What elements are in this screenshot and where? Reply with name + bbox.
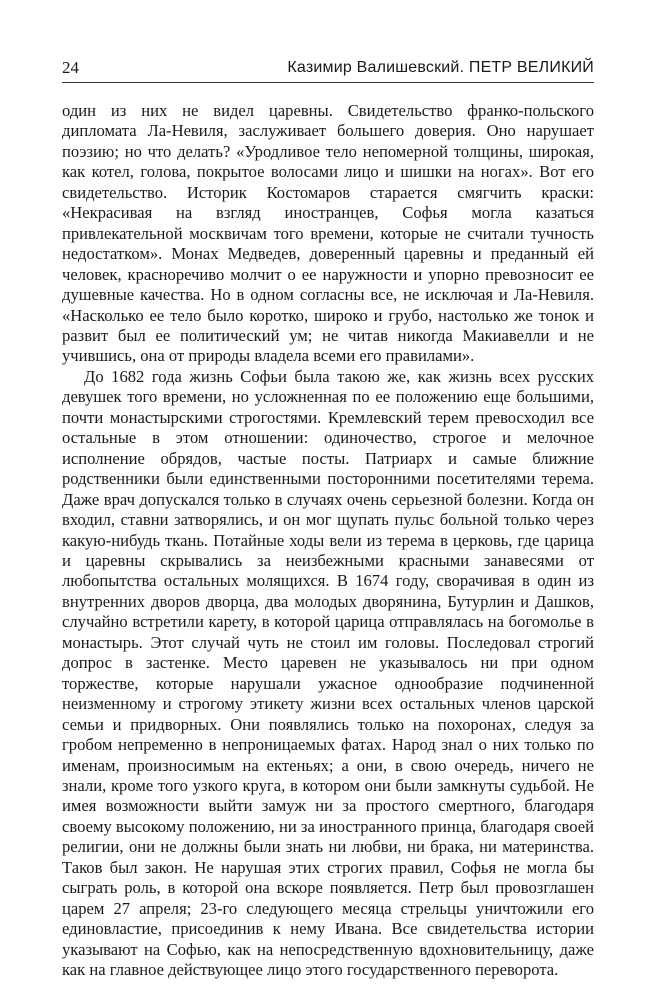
running-title: Казимир Валишевский. ПЕТР ВЕЛИКИЙ <box>287 59 594 76</box>
book-page <box>62 56 594 980</box>
running-head <box>62 56 594 80</box>
paragraph-continuation: один из них не видел царевны. Свидетельство франко-польского дипломата Ла-Невиля, заслуживает большего доверия. Оно нарушает поэзию; но что делать? «Уродливое тело непомерной толщины, широкая, как котел, голова, покрытое волосами лицо и шишки на ногах». Вот его свидетельство. Историк Костомаров старается смягчить краски: «Некрасивая на взгляд иностранцев, Софья могла казаться привлекательной москвичам того времени, которые не считали тучность недостатком». Монах Медведев, доверенный царевны и преданный ей человек, красноречиво молчит о ее наружности и упорно превозносит ее душевные качества. Но в одном согласны все, не исключая и Ла-Невиля. «Насколько ее тело было коротко, широко и грубо, настолько же тонок и развит был ее политический ум; не читав никогда Макиавелли и не учившись, она от природы владела всеми его правилами». <box>62 101 594 366</box>
header-rule <box>62 82 594 83</box>
body-text <box>62 101 594 980</box>
paragraph-sophia-early-life: До 1682 года жизнь Софьи была такою же, как жизнь всех русских девушек того времени, но усложненная по ее положению еще большими, почти монастырскими строгостями. Кремлевский терем превосходил все остальные в этом отношении: одиночество, строгое и мелочное исполнение обрядов, частые посты. Патриарх и самые ближние родственники были единственными посторонними посетителями терема. Даже врач допускался только в случаях очень серьезной болезни. Когда он входил, ставни затворялись, и он мог щупать пульс больной только через какую-нибудь ткань. Потайные ходы вели из терема в церковь, где царица и царевны скрывались за неизбежными красными занавесями от любопытства остальных молящихся. В 1674 году, сворачивая в один из внутренних дворов дворца, два молодых дворянина, Бутурлин и Дашков, случайно встретили карету, в которой царица отправлялась на богомолье в монастырь. Этот случай чуть не стоил им головы. Последовал строгий допрос в застенке. Место царевен не указывалось ни при одном торжестве, которые нарушали ужасное однообразие подчиненной неизменному и строгому этикету жизни всех остальных членов царской семьи и придворных. Они появлялись только на похоронах, следуя за гробом непременно в непроницаемых фатах. Народ знал о них только по именам, произносимым на ектеньях; а они, в свою очередь, ничего не знали, кроме того узкого круга, в котором они были замкнуты судьбой. Не имея возможности выйти замуж ни за простого смертного, благодаря своему высокому положению, ни за иностранного принца, благодаря своей религии, они не должны были знать ни любви, ни брака, ни материнства. Таков был закон. Не нарушая этих строгих правил, Софья не могла бы сыграть роль, в которой она вскоре появляется. Петр был провозглашен царем 27 апреля; 23-го следующего месяца стрельцы уничтожили его единовластие, присоединив к нему Ивана. Все свидетельства истории указывают на Софью, как на непосредственную вдохновительницу, даже как на главное действующее лицо этого государственного переворота. <box>62 366 594 980</box>
page-number: 24 <box>62 58 79 77</box>
